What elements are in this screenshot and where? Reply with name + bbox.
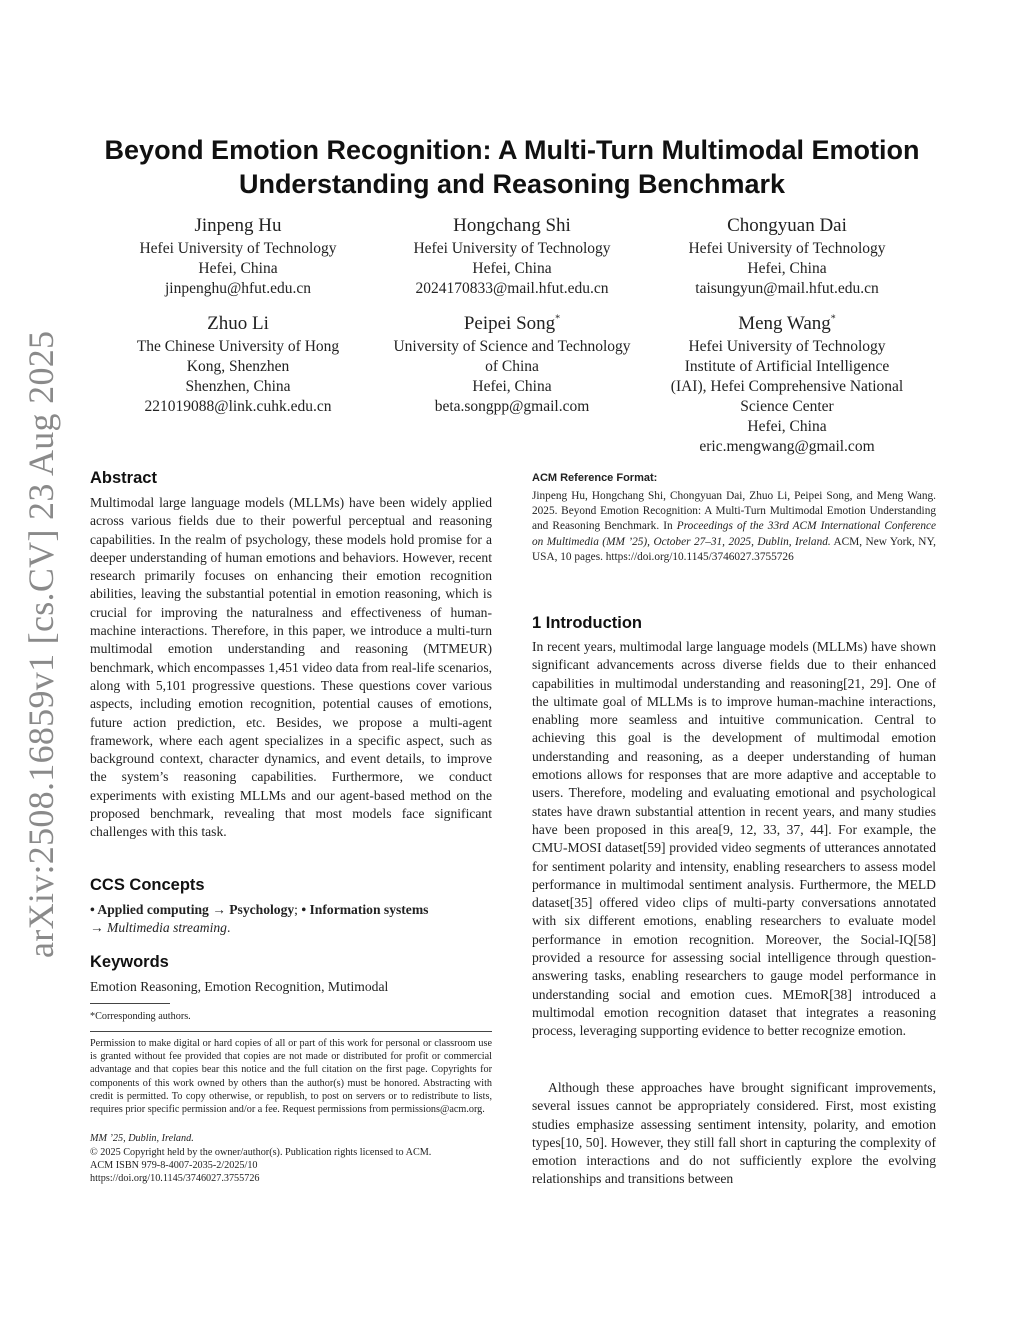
author-location: Hefei, China xyxy=(472,378,552,395)
title-line-1: Beyond Emotion Recognition: A Multi-Turn Multimodal Emotion xyxy=(104,135,920,165)
ccs-item: Psychology xyxy=(229,902,295,917)
permission-notice: Permission to make digital or hard copies of all or part of this work for personal or classroom use is granted without fee provided that copies are not made or distributed for profit or commercial advantage and that copies bear this notice and the full citation on the first page. Copyrights for components of this work owned by others than the author(s) must be honored. Abstracting with credit is permitted. To copy otherwise, or republish, to post on servers or to redistribute to lists, requires prior specific permission and/or a fee. Request permissions from permissions@acm.org. xyxy=(90,1038,492,1116)
author-affiliation: Institute of Artificial Intelligence xyxy=(684,358,890,375)
venue-line: MM ’25, Dublin, Ireland. xyxy=(90,1133,194,1144)
author-location: Hefei, China xyxy=(747,418,827,435)
ccs-item: • Information systems xyxy=(301,902,429,917)
author-name: Peipei Song xyxy=(463,313,556,334)
author-affiliation: Hefei University of Technology xyxy=(688,338,886,355)
ccs-heading: CCS Concepts xyxy=(90,876,205,894)
acm-ref-heading: ACM Reference Format: xyxy=(532,472,658,484)
ccs-arrow: → xyxy=(90,920,107,936)
abstract-text: Multimodal large language models (MLLMs) have been widely applied across various fields due to their powerful perceptual and reasoning capabilities. In the realm of psychology, these models hold promise for a deeper understanding of human emotions and behaviors. However, recent research primarily focuses on enhancing their emotion recognition abilities, leaving the substantial potential in emotion reasoning, which is crucial for improving the naturalness and effectiveness of human-machine interactions. Therefore, in this paper, we introduce a multi-turn multimodal emotion understanding and reasoning (MTMEUR) benchmark, which encompasses 1,451 video data from real-life scenarios, along with 5,101 progressive questions. These questions cover various aspects, including emotion recognition, potential causes of emotions, future action prediction, etc. Besides, we propose a multi-agent framework, where each agent specializes in a specific aspect, such as background context, character dynamics, and event details, to improve the system’s reasoning capabilities. Furthermore, we conduct experiments with existing MLLMs and our agent-based method on the proposed benchmark, revealing that most models face significant challenges with this task. xyxy=(90,495,493,840)
paper-title xyxy=(60,133,964,201)
footnote: *Corresponding authors. xyxy=(90,1011,191,1022)
ccs-arrow: → xyxy=(208,902,230,917)
intro-paragraph-2: Although these approaches have brought significant improvements, several issues cannot be appropriately considered. First, most existing studies emphasize assessing sentiment intensity, polarity, and emotion types[10, 50]. However, they still fall short in capturing the complexity of emotion interactions and do not sufficiently explore the evolving relationships and transitions between xyxy=(532,1080,936,1187)
author-block xyxy=(377,312,647,417)
ccs-item: Multimedia streaming xyxy=(107,920,227,936)
author-affiliation: The Chinese University of Hong xyxy=(136,338,340,355)
corresponding-mark: * xyxy=(830,313,836,325)
author-block xyxy=(652,312,922,457)
author-affiliation: Kong, Shenzhen xyxy=(186,358,290,375)
doi-link[interactable]: https://doi.org/10.1145/3746027.3755726 xyxy=(90,1173,260,1184)
keywords-heading: Keywords xyxy=(90,953,169,971)
author-name: Hongchang Shi xyxy=(453,215,571,236)
author-email[interactable]: taisungyun@mail.hfut.edu.cn xyxy=(695,280,879,297)
ccs-end: . xyxy=(226,920,231,936)
ccs-item: • Applied computing xyxy=(90,902,209,917)
author-email[interactable]: jinpenghu@hfut.edu.cn xyxy=(165,280,311,297)
author-block xyxy=(113,214,363,299)
footnote-rule xyxy=(90,1003,170,1004)
title-line-2: Understanding and Reasoning Benchmark xyxy=(238,169,786,199)
author-affiliation: Hefei University of Technology xyxy=(688,240,886,257)
copyright-line: © 2025 Copyright held by the owner/author(s). Publication rights licensed to ACM. xyxy=(90,1147,432,1158)
author-name: Chongyuan Dai xyxy=(727,215,847,236)
permission-rule xyxy=(90,1031,492,1032)
keywords-text: Emotion Reasoning, Emotion Recognition, Mutimodal xyxy=(90,979,389,994)
abstract-heading: Abstract xyxy=(90,469,157,487)
intro-paragraph-1: In recent years, multimodal large language models (MLLMs) have shown significant advancements across diverse fields due to their enhanced capabilities in multimodal understanding and reasoning[21, 29]. One of the ultimate goal of MLLMs is to improve human-machine interactions, enabling more seamless and intuitive communication. Central to achieving this goal is the development of multimodal emotion understanding and reasoning, as a deeper understanding of human emotions allows for responses that are more adaptive and acceptable to users. Therefore, modeling and evaluating emotional and psychological states have drawn substantial attention in recent years, and many studies have been proposed in this area[9, 12, 33, 37, 44]. For example, the CMU-MOSI dataset[59] provided video segments of utterances annotated for sentiment polarity and intensity, enabling researchers to assess model performance in multimodal sentiment analysis. Furthermore, the MELD dataset[35] offered video clips of multi-party conversations annotated with six different emotions, enabling researchers to evaluate model performance in emotion recognition. Moreover, the Social-IQ[58] provided a resource for assessing social intelligence through question-answering tasks, enabling researchers to gauge model performance in understanding social and emotion cues. MEmoR[38] introduced a multimodal emotion recognition dataset that integrates a reasoning process, leveraging supporting evidence to better recognize emotion. xyxy=(532,639,936,1039)
author-email[interactable]: 221019088@link.cuhk.edu.cn xyxy=(144,398,332,415)
acm-ref-part: Jinpeng Hu, Hongchang Shi, Chongyuan Dai, Zhuo Li, Peipei Song, and Meng Wang. 2025. Beyond Emotion Recognition: A Multi-Turn Multimodal Emotion Understanding and Reasoning Benchmark. In xyxy=(532,490,936,533)
author-affiliation: Science Center xyxy=(740,398,834,415)
author-location: Hefei, China xyxy=(472,260,552,277)
author-affiliation: Hefei University of Technology xyxy=(139,240,337,257)
author-name: Meng Wang xyxy=(738,313,831,334)
author-location: Shenzhen, China xyxy=(185,378,291,395)
author-location: Hefei, China xyxy=(747,260,827,277)
acm-ref-part: ACM, New York, NY, USA, 10 pages. https://doi.org/10.1145/3746027.3755726 xyxy=(532,535,936,563)
author-email[interactable]: eric.mengwang@gmail.com xyxy=(699,438,875,455)
author-affiliation: Hefei University of Technology xyxy=(413,240,611,257)
author-email[interactable]: 2024170833@mail.hfut.edu.cn xyxy=(415,280,609,297)
author-affiliation: of China xyxy=(485,358,539,375)
author-name: Zhuo Li xyxy=(207,313,269,334)
author-affiliation: (IAI), Hefei Comprehensive National xyxy=(670,378,904,395)
isbn-line: ACM ISBN 979-8-4007-2035-2/2025/10 xyxy=(90,1160,258,1171)
author-block xyxy=(387,214,637,299)
author-location: Hefei, China xyxy=(198,260,278,277)
author-block xyxy=(662,214,912,299)
author-affiliation: University of Science and Technology xyxy=(393,338,631,355)
corresponding-mark: * xyxy=(555,313,561,325)
author-email[interactable]: beta.songpp@gmail.com xyxy=(434,398,590,415)
ccs-concepts xyxy=(90,901,492,938)
author-block xyxy=(113,312,363,417)
author-name: Jinpeng Hu xyxy=(194,215,282,236)
intro-heading: 1 Introduction xyxy=(532,614,642,632)
ccs-separator: ; xyxy=(294,902,302,917)
acm-ref-proceedings: Proceedings of the 33rd ACM International Conference on Multimedia (MM ’25), October 27–31, 2025, Dublin, Ireland. xyxy=(532,520,936,548)
acm-ref-text xyxy=(532,489,936,565)
arxiv-identifier: arXiv:2508.16859v1 [cs.CV] 23 Aug 2025 xyxy=(21,330,61,958)
